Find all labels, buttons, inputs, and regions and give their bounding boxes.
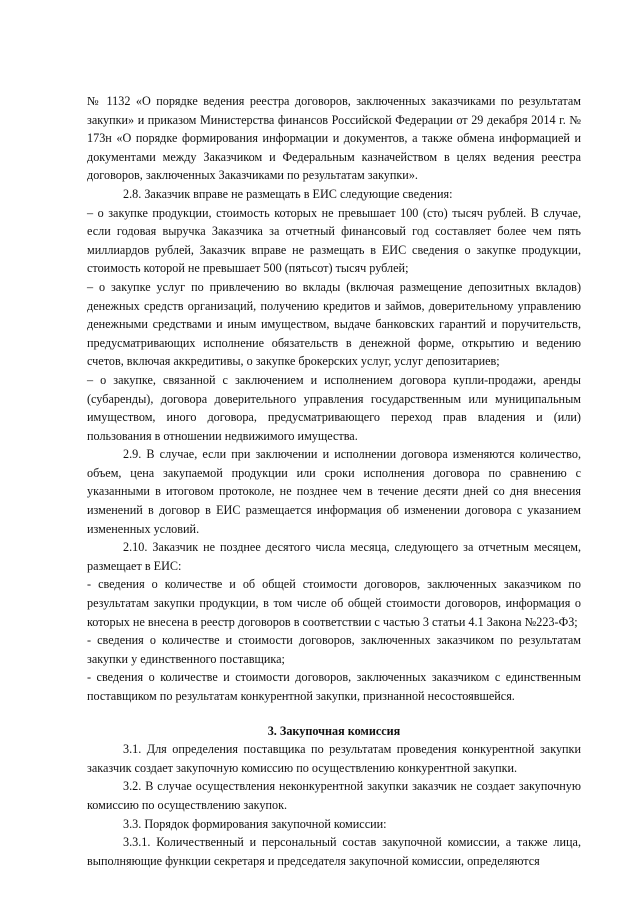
clause-2-9: 2.9. В случае, если при заключении и исполнении договора изменяются количество, объем, цена закупаемой продукции или сроки исполнения договора по сравнению с указанными в итоговом протоколе, не позднее чем в течение десяти дней со дня внесения изменений в договор в ЕИС размещается информация об изменении договора с указанием измененных условий.	[87, 447, 581, 536]
clause-3-1: 3.1. Для определения поставщика по результатам проведения конкурентной закупки заказчик создает закупочную комиссию по осуществлению конкурентной закупки.	[87, 742, 581, 775]
clause-2-8-item-2: – о закупке услуг по привлечению во вклады (включая размещение депозитных вкладов) денежных средств организаций, получению кредитов и займов, доверительному управлению денежными средствами и иным имуществом, выдаче банковских гарантий и поручительств, предусматривающих исполнение обязательств в денежной форме, открытию и ведению счетов, включая аккредитивы, о закупке брокерских услуг, услуг депозитариев;	[87, 279, 581, 369]
section-3-title: 3. Закупочная комиссия	[267, 723, 401, 738]
clause-3-2: 3.2. В случае осуществления неконкурентной закупки заказчик не создает закупочную комиссию по осуществлению закупок.	[87, 779, 581, 812]
clause-2-10: 2.10. Заказчик не позднее десятого числа месяца, следующего за отчетным месяцем, размещает в ЕИС:	[87, 540, 581, 573]
clause-2-10-item-2: - сведения о количестве и стоимости договоров, заключенных заказчиком по результатам закупки у единственного поставщика;	[87, 633, 581, 666]
paragraph-intro: № 1132 «О порядке ведения реестра договоров, заключенных заказчиками по результатам закупки» и приказом Министерства финансов Российской Федерации от 29 декабря 2014 г. № 173н «О порядке формирования информации и документов, а также обмена информацией и документами между Заказчиком и Федеральным казначейством в целях ведения реестра договоров, заключенных Заказчиками по результатам закупки».	[87, 94, 581, 183]
clause-2-10-item-1: - сведения о количестве и об общей стоимости договоров, заключенных заказчиком по результатам закупки продукции, в том числе об общей стоимости договоров, информация о которых не внесена в реестр договоров в соответствии с частью 3 статьи 4.1 Закона №223-ФЗ;	[87, 577, 581, 629]
clause-2-10-item-3: - сведения о количестве и стоимости договоров, заключенных заказчиком с единственным поставщиком по результатам конкурентной закупки, признанной несостоявшейся.	[87, 670, 581, 703]
clause-3-3: 3.3. Порядок формирования закупочной комиссии:	[123, 816, 387, 831]
clause-2-8-item-1: – о закупке продукции, стоимость которых не превышает 100 (сто) тысяч рублей. В случае, если годовая выручка Заказчика за отчетный финансовый год составляет более чем пять миллиардов рублей, Заказчик вправе не размещать в ЕИС сведения о закупке продукции, стоимость которой не превышает 500 (пятьсот) тысяч рублей;	[87, 205, 581, 276]
clause-2-8: 2.8. Заказчик вправе не размещать в ЕИС следующие сведения:	[123, 186, 453, 201]
clause-2-8-item-3: – о закупке, связанной с заключением и исполнением договора купли-продажи, аренды (субаренды), договора доверительного управления государственным или муниципальным имуществом, иного договора, предусматривающего переход прав владения и (или) пользования в отношении недвижимого имущества.	[87, 372, 581, 443]
clause-3-3-1: 3.3.1. Количественный и персональный состав закупочной комиссии, а также лица, выполняющие функции секретаря и председателя закупочной комиссии, определяются	[87, 835, 581, 868]
document-body	[87, 92, 581, 870]
